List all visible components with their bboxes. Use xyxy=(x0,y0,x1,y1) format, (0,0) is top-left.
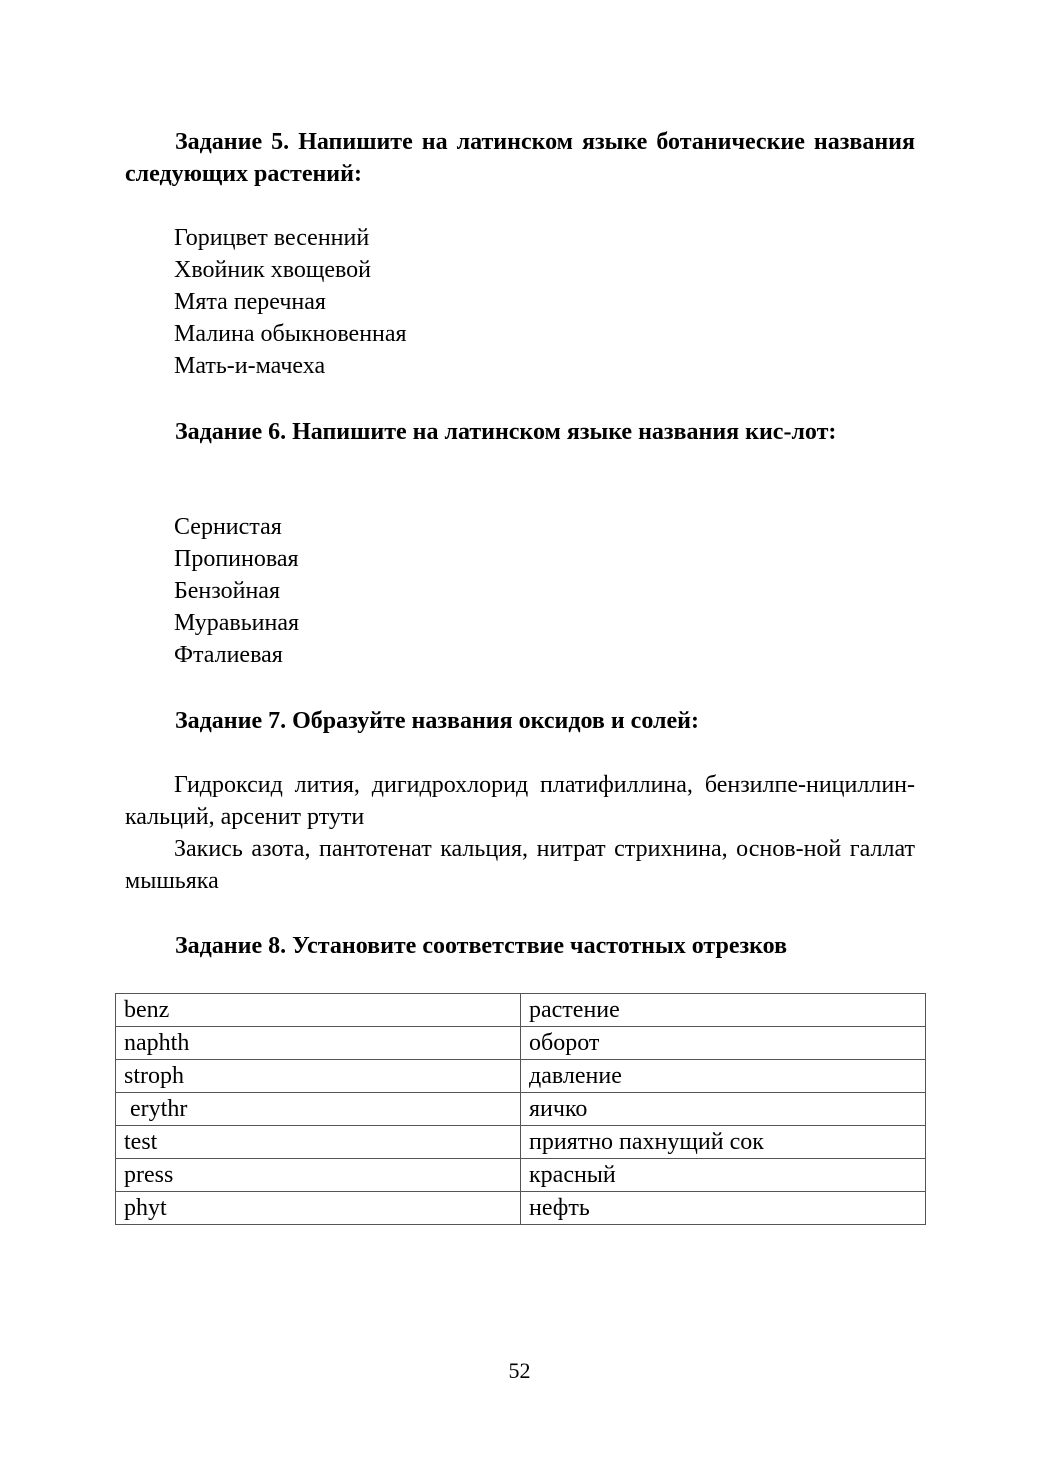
task7-paragraph-1: Гидроксид лития, дигидрохлорид платифиллина, бензилпе-нициллин-кальций, арсенит ртути xyxy=(125,772,915,830)
list-item: Муравьиная xyxy=(174,610,300,636)
task6-heading: Задание 6. Напишите на латинском языке названия кис-лот: xyxy=(175,419,837,445)
list-item: Мать-и-мачеха xyxy=(174,353,326,379)
matching-table xyxy=(115,993,926,1225)
list-item: Пропиновая xyxy=(174,546,299,572)
table-cell-meaning: красный xyxy=(521,1159,926,1192)
task7-section xyxy=(125,705,915,737)
list-item: Фталиевая xyxy=(174,642,283,668)
table-cell-meaning: давление xyxy=(521,1060,926,1093)
table-row xyxy=(116,1093,926,1126)
task7-body xyxy=(125,769,915,897)
table-row xyxy=(116,1060,926,1093)
table-cell-meaning: яичко xyxy=(521,1093,926,1126)
table-row xyxy=(116,994,926,1027)
list-item: Хвойник хвощевой xyxy=(174,257,372,283)
page-number: 52 xyxy=(508,1358,531,1383)
task8-section xyxy=(125,930,915,962)
table-cell-segment: naphth xyxy=(116,1027,521,1060)
list-item: Бензойная xyxy=(174,578,280,604)
task5-list-block xyxy=(125,222,915,382)
task5-heading: Задание 5. Напишите на латинском языке ботанические названия следующих растений: xyxy=(125,129,915,187)
table-row xyxy=(116,1192,926,1225)
table-row xyxy=(116,1027,926,1060)
task8-heading: Задание 8. Установите соответствие частотных отрезков xyxy=(175,933,788,959)
task7-paragraph-2: Закись азота, пантотенат кальция, нитрат стрихнина, основ-ной галлат мышьяка xyxy=(125,836,915,894)
table-row xyxy=(116,1159,926,1192)
table-cell-meaning: приятно пахнущий сок xyxy=(521,1126,926,1159)
table-cell-segment: stroph xyxy=(116,1060,521,1093)
table-cell-segment: erythr xyxy=(116,1093,521,1126)
task5-list xyxy=(125,222,915,382)
table-row xyxy=(116,1126,926,1159)
task7-heading: Задание 7. Образуйте названия оксидов и солей: xyxy=(175,708,699,734)
list-item: Мята перечная xyxy=(174,289,326,315)
task5-section xyxy=(125,126,915,190)
list-item: Малина обыкновенная xyxy=(174,321,407,347)
table-cell-meaning: растение xyxy=(521,994,926,1027)
task6-list xyxy=(125,511,915,671)
list-item: Сернистая xyxy=(174,514,282,540)
table-cell-segment: benz xyxy=(116,994,521,1027)
task6-list-block xyxy=(125,511,915,671)
table-cell-meaning: оборот xyxy=(521,1027,926,1060)
table-cell-segment: test xyxy=(116,1126,521,1159)
list-item: Горицвет весенний xyxy=(174,225,370,251)
table-cell-segment: press xyxy=(116,1159,521,1192)
table-cell-segment: phyt xyxy=(116,1192,521,1225)
task6-section xyxy=(125,416,915,448)
table-cell-meaning: нефть xyxy=(521,1192,926,1225)
